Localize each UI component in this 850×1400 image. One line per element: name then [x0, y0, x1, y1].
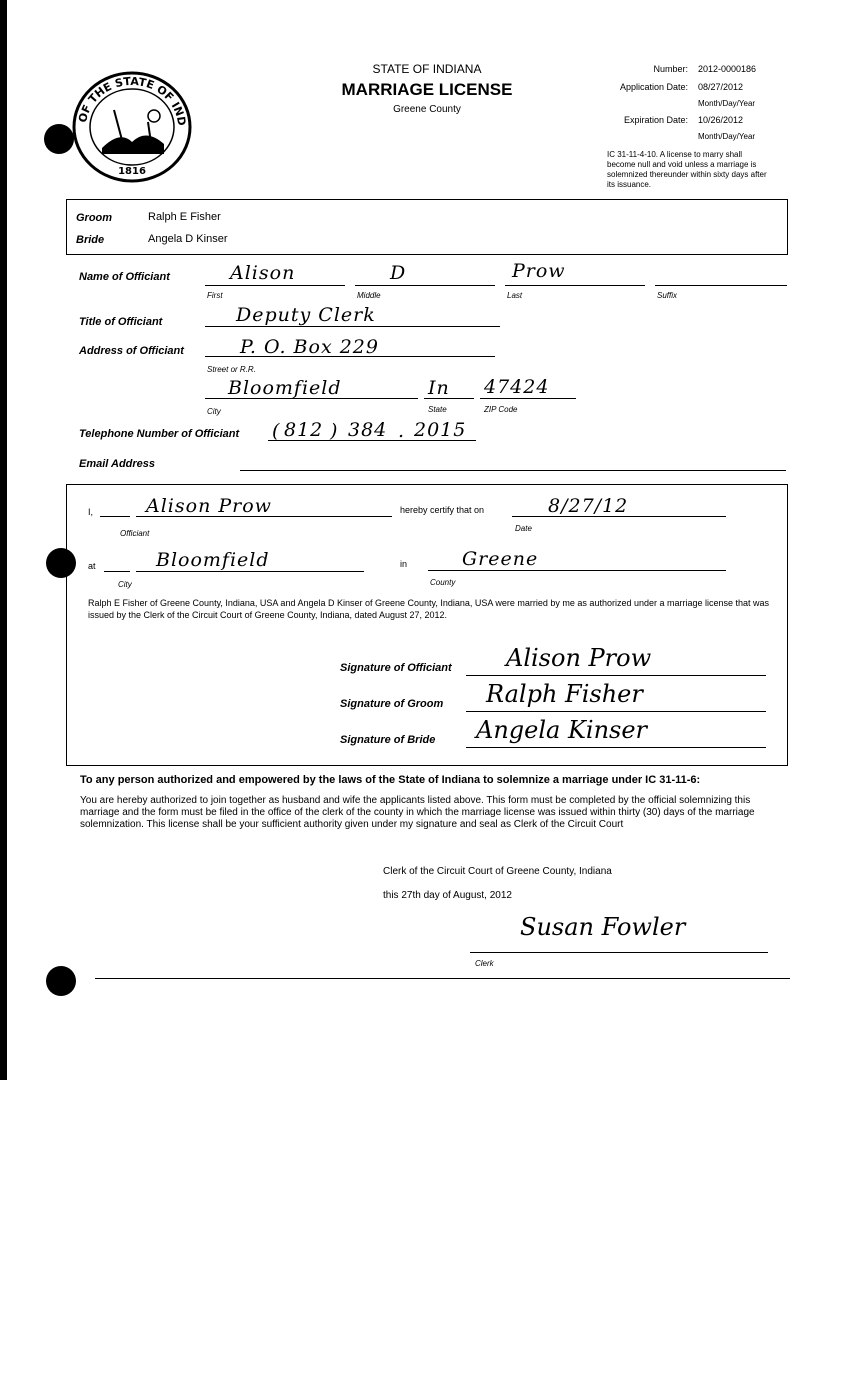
sig-bride-label: Signature of Bride [340, 734, 436, 746]
street-caption: Street or R.R. [207, 365, 256, 374]
certificate-officiant-value: Alison Prow [146, 495, 272, 517]
officiant-phone-area: 812 [284, 419, 324, 441]
email-line [240, 470, 786, 471]
state-line [424, 398, 474, 399]
application-date-label: Application Date: [619, 82, 688, 92]
authorization-body: You are hereby authorized to join together as husband and wife the applicants listed above. This form must be completed by the official solemnizing this marriage and the form must be filed in the office of the clerk of the county in which the marriage license was issued within thirty (30) days of the marriage solemnization. This license shall be your sufficient authority given under my signature and seal as Clerk of the Circuit Court [80, 795, 755, 830]
county-heading: Greene County [393, 104, 461, 115]
seal-year: 1816 [118, 166, 146, 177]
officiant-phone-label: Telephone Number of Officiant [79, 428, 240, 440]
officiant-last-name: Prow [512, 260, 566, 282]
in-label: in [400, 559, 408, 569]
zip-caption: ZIP Code [484, 405, 518, 414]
state-seal [70, 70, 194, 184]
officiant-middle-name: D [390, 262, 407, 284]
officiant-street-value: P. O. Box 229 [240, 336, 379, 358]
officiant-first-name: Alison [230, 262, 296, 284]
certificate-city-caption: City [118, 580, 132, 589]
last-name-line [505, 285, 645, 286]
i-short-line [100, 516, 130, 517]
clerk-of-court: Clerk of the Circuit Court of Greene County, Indiana [383, 866, 612, 877]
officiant-title-value: Deputy Clerk [236, 304, 376, 326]
phone-dash: . [398, 420, 406, 442]
authorization-heading: To any person authorized and empowered by the laws of the State of Indiana to solemnize a marriage under IC 31-11-6: [80, 774, 701, 786]
suffix-caption: Suffix [657, 291, 678, 300]
sig-bride-value: Angela Kinser [476, 716, 648, 744]
clerk-caption: Clerk [475, 959, 494, 968]
certificate-box [66, 484, 788, 766]
sig-groom-label: Signature of Groom [340, 698, 444, 710]
state-heading: STATE OF INDIANA [372, 62, 482, 76]
first-name-line [205, 285, 345, 286]
expiration-date-format: Month/Day/Year [698, 132, 756, 141]
officiant-state-value: In [428, 377, 450, 399]
county-caption: County [430, 578, 456, 587]
expiration-date-value: 10/26/2012 [698, 115, 744, 125]
officiant-phone-line: 2015 [414, 419, 467, 441]
street-line [205, 356, 495, 357]
application-date-format: Month/Day/Year [698, 99, 756, 108]
officiant-email-label: Email Address [79, 458, 156, 470]
groom-name: Ralph E Fisher [148, 211, 221, 223]
officiant-name-label: Name of Officiant [79, 271, 170, 283]
officiant-address-label: Address of Officiant [79, 345, 184, 357]
footer-rule [95, 978, 790, 979]
application-date-value: 08/27/2012 [698, 82, 744, 92]
certificate-date-line [512, 516, 726, 517]
officiant-caption: Officiant [120, 529, 150, 538]
state-caption: State [428, 405, 447, 414]
title-line [205, 326, 500, 327]
svg-text:OF THE STATE OF INDIANA [70, 70, 188, 126]
last-caption: Last [507, 291, 523, 300]
number-value: 2012-0000186 [698, 64, 757, 74]
date-caption: Date [515, 524, 532, 533]
groom-label: Groom [76, 212, 113, 224]
bride-name: Angela D Kinser [148, 233, 228, 245]
marriage-statement: Ralph E Fisher of Greene County, Indiana, USA and Angela D Kinser of Greene County, Indiana, USA were married by me as authorized under a marriage license that was issued by the Clerk of the Circuit Court of Greene County, Indiana, dated August 27, 2012. [88, 598, 770, 620]
phone-open-paren: ( [272, 420, 281, 442]
officiant-city-value: Bloomfield [228, 377, 342, 399]
certificate-county-line [428, 570, 726, 571]
sig-groom-value: Ralph Fisher [486, 680, 643, 708]
statute-note: IC 31-11-4-10. A license to marry shall become null and void unless a marriage is solemnized thereunder within sixty days after its issuance. [607, 150, 767, 189]
sig-officiant-label: Signature of Officiant [340, 662, 452, 674]
city-caption: City [207, 407, 221, 416]
clerk-signature: Susan Fowler [520, 913, 686, 941]
officiant-zip-value: 47424 [484, 376, 550, 398]
phone-close-paren: ) [330, 420, 339, 442]
punch-hole [46, 966, 76, 996]
certificate-county-value: Greene [462, 548, 539, 570]
city-line [205, 398, 418, 399]
sig-groom-line [466, 711, 766, 712]
officiant-title-label: Title of Officiant [79, 316, 163, 328]
certificate-officiant-line [136, 516, 392, 517]
suffix-line [655, 285, 787, 286]
certify-text: hereby certify that on [400, 505, 485, 515]
first-caption: First [207, 291, 223, 300]
number-label: Number: [653, 64, 688, 74]
parties-box [66, 199, 788, 255]
middle-name-line [355, 285, 495, 286]
at-short-line [104, 571, 130, 572]
sig-officiant-value: Alison Prow [506, 644, 652, 672]
seal-ring-text: OF THE STATE OF IND [76, 74, 189, 127]
middle-caption: Middle [357, 291, 381, 300]
certificate-city-line [136, 571, 364, 572]
certificate-city-value: Bloomfield [156, 549, 270, 571]
zip-line [480, 398, 576, 399]
page-title: MARRIAGE LICENSE [341, 80, 513, 99]
bride-label: Bride [76, 234, 105, 246]
phone-line [268, 440, 476, 441]
scan-edge [0, 0, 7, 1080]
at-label: at [88, 561, 96, 571]
issue-day-line: this 27th day of August, 2012 [383, 890, 512, 901]
expiration-date-label: Expiration Date: [623, 115, 688, 125]
sig-bride-line [466, 747, 766, 748]
certificate-date-value: 8/27/12 [548, 495, 629, 517]
sig-officiant-line [466, 675, 766, 676]
officiant-phone-prefix: 384 [348, 419, 388, 441]
clerk-signature-line [470, 952, 768, 953]
certify-i-label: I, [88, 507, 94, 517]
